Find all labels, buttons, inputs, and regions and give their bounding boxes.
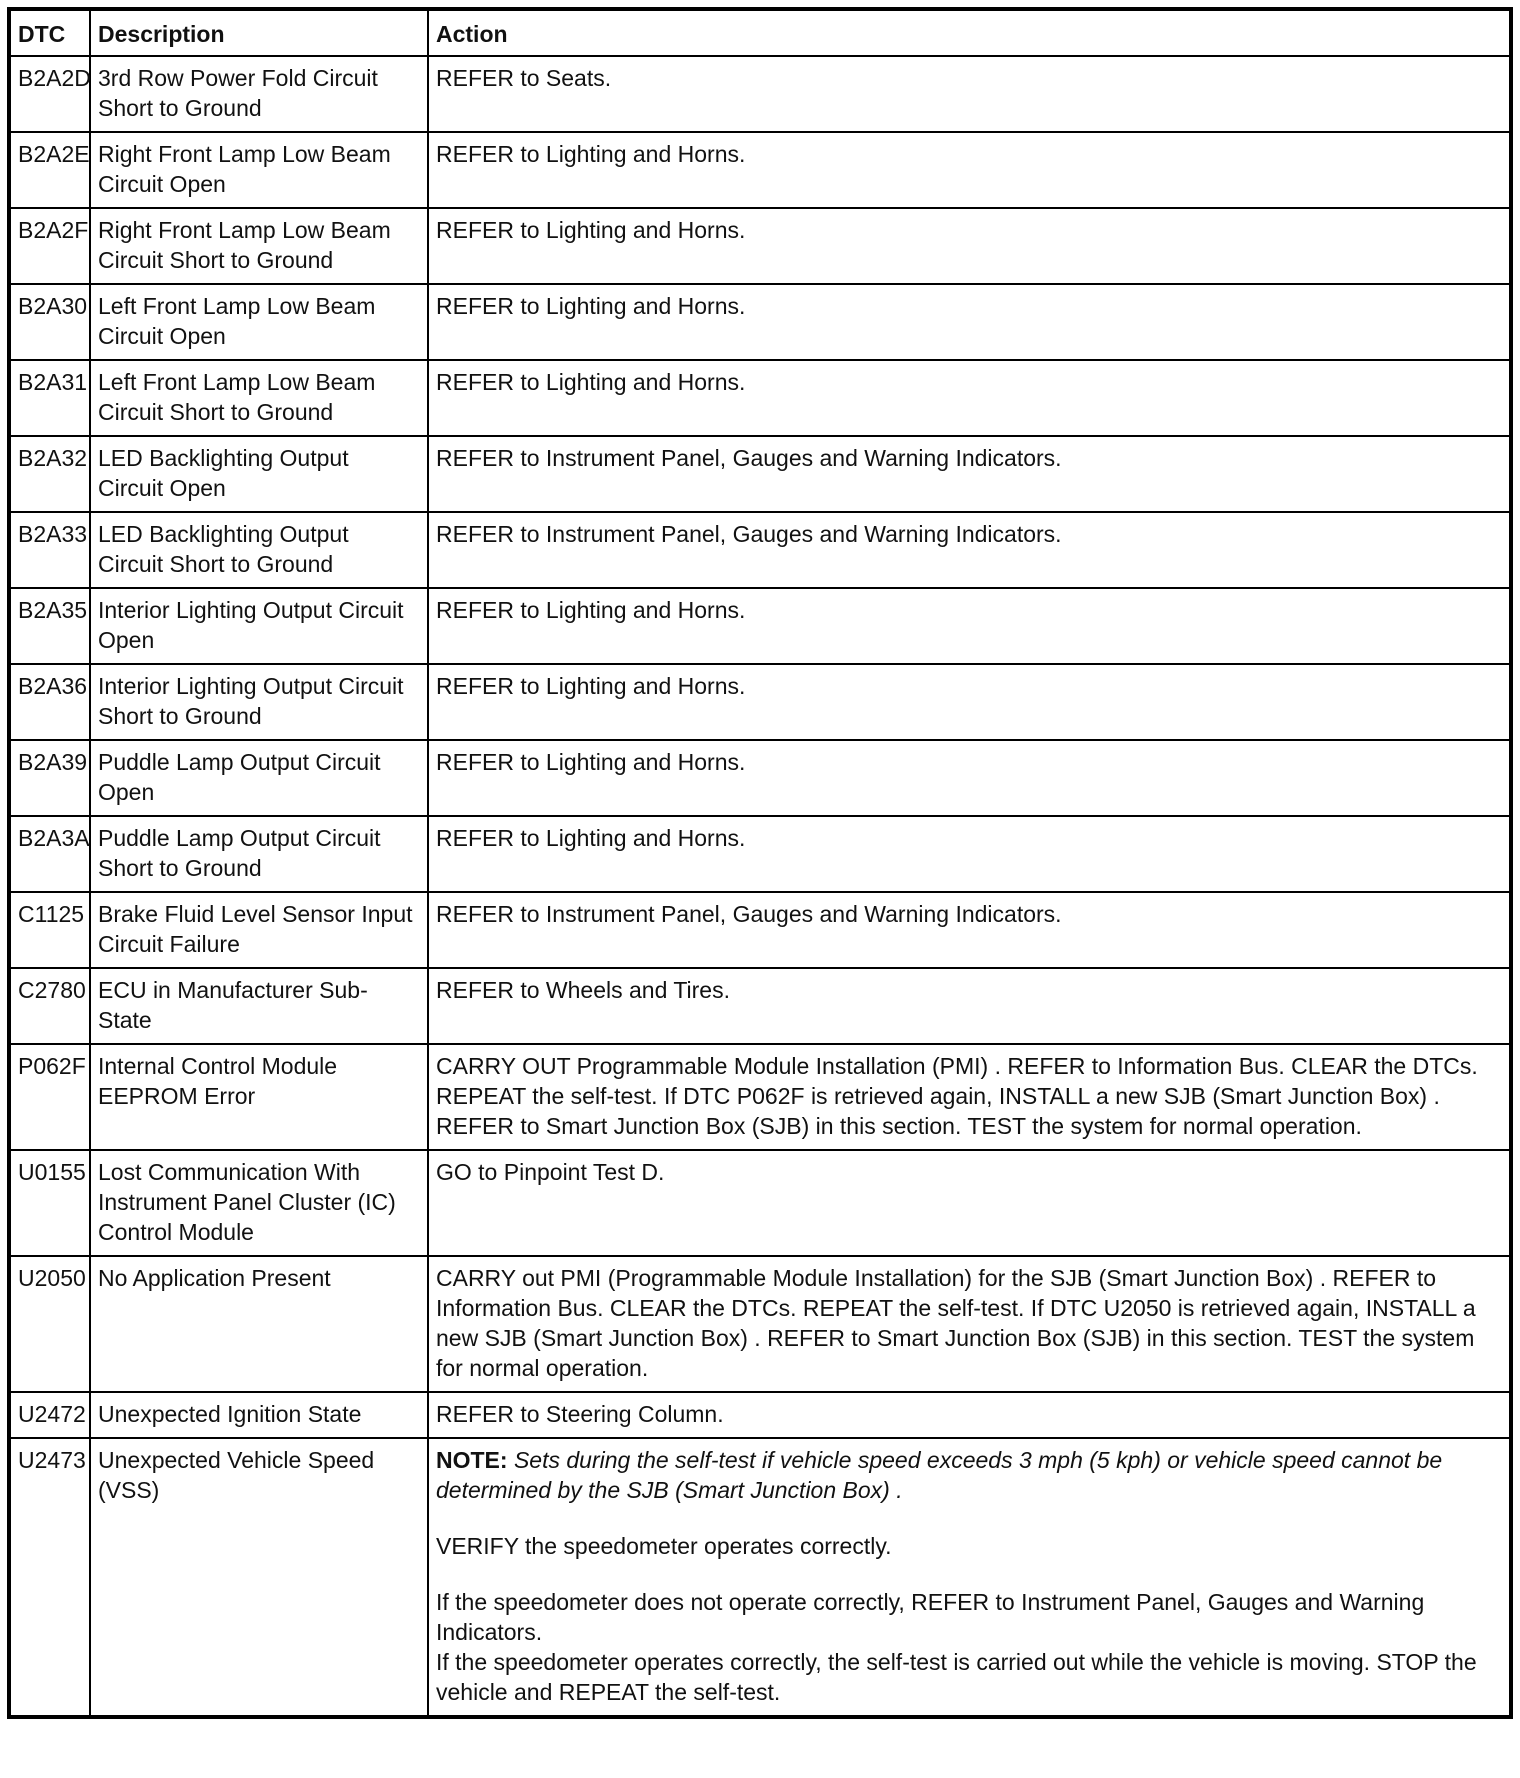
table-row [9, 132, 1511, 208]
note [436, 1445, 1502, 1505]
dtc-action: REFER to Instrument Panel, Gauges and Warning Indicators. [428, 436, 1511, 512]
table-row [9, 816, 1511, 892]
dtc-description: Right Front Lamp Low Beam Circuit Short to Ground [90, 208, 428, 284]
dtc-action: REFER to Lighting and Horns. [428, 208, 1511, 284]
dtc-description: ECU in Manufacturer Sub-State [90, 968, 428, 1044]
note-label: NOTE: [436, 1447, 508, 1473]
dtc-action: REFER to Lighting and Horns. [428, 132, 1511, 208]
dtc-description: Left Front Lamp Low Beam Circuit Short to Ground [90, 360, 428, 436]
dtc-code: U2473 [9, 1438, 90, 1717]
table-row [9, 740, 1511, 816]
dtc-code: C2780 [9, 968, 90, 1044]
table-row [9, 664, 1511, 740]
dtc-description: Puddle Lamp Output Circuit Open [90, 740, 428, 816]
dtc-description: Puddle Lamp Output Circuit Short to Ground [90, 816, 428, 892]
dtc-description: 3rd Row Power Fold Circuit Short to Ground [90, 56, 428, 132]
dtc-code: B2A3A [9, 816, 90, 892]
table-row [9, 56, 1511, 132]
dtc-code: U0155 [9, 1150, 90, 1256]
dtc-code: U2472 [9, 1392, 90, 1438]
dtc-code: B2A30 [9, 284, 90, 360]
dtc-action: CARRY OUT Programmable Module Installation (PMI) . REFER to Information Bus. CLEAR the DTCs. REPEAT the self-test. If DTC P062F is retrieved again, INSTALL a new SJB (Smart Junction Box) . REFER to Smart Junction Box (SJB) in this section. TEST the system for normal operation. [428, 1044, 1511, 1150]
dtc-description: Interior Lighting Output Circuit Short to Ground [90, 664, 428, 740]
dtc-table [7, 7, 1513, 1719]
dtc-code: C1125 [9, 892, 90, 968]
dtc-description: Right Front Lamp Low Beam Circuit Open [90, 132, 428, 208]
action-paragraph: If the speedometer operates correctly, the self-test is carried out while the vehicle is moving. STOP the vehicle and REPEAT the self-test. [436, 1649, 1477, 1705]
dtc-description: Left Front Lamp Low Beam Circuit Open [90, 284, 428, 360]
dtc-action: REFER to Instrument Panel, Gauges and Warning Indicators. [428, 892, 1511, 968]
dtc-action: REFER to Lighting and Horns. [428, 588, 1511, 664]
dtc-action: REFER to Instrument Panel, Gauges and Warning Indicators. [428, 512, 1511, 588]
note-text: Sets during the self-test if vehicle speed exceeds 3 mph (5 kph) or vehicle speed cannot be determined by the SJB (Smart Junction Box) . [436, 1447, 1443, 1503]
dtc-description: Unexpected Ignition State [90, 1392, 428, 1438]
dtc-description: LED Backlighting Output Circuit Open [90, 436, 428, 512]
dtc-description: Interior Lighting Output Circuit Open [90, 588, 428, 664]
dtc-action: REFER to Wheels and Tires. [428, 968, 1511, 1044]
table-row [9, 892, 1511, 968]
table-row [9, 588, 1511, 664]
dtc-code: B2A35 [9, 588, 90, 664]
dtc-description: Lost Communication With Instrument Panel Cluster (IC) Control Module [90, 1150, 428, 1256]
header-dtc: DTC [9, 9, 90, 56]
table-row [9, 436, 1511, 512]
dtc-description: Internal Control Module EEPROM Error [90, 1044, 428, 1150]
dtc-code: B2A36 [9, 664, 90, 740]
dtc-code: B2A33 [9, 512, 90, 588]
dtc-action: REFER to Lighting and Horns. [428, 816, 1511, 892]
table-header-row [9, 9, 1511, 56]
dtc-action: REFER to Steering Column. [428, 1392, 1511, 1438]
dtc-code: B2A2F [9, 208, 90, 284]
dtc-action: REFER to Seats. [428, 56, 1511, 132]
dtc-description: Brake Fluid Level Sensor Input Circuit Failure [90, 892, 428, 968]
table-row [9, 208, 1511, 284]
dtc-description: LED Backlighting Output Circuit Short to Ground [90, 512, 428, 588]
dtc-code: B2A2D [9, 56, 90, 132]
action-paragraph: VERIFY the speedometer operates correctly. [436, 1533, 892, 1559]
table-row [9, 1256, 1511, 1392]
dtc-action: GO to Pinpoint Test D. [428, 1150, 1511, 1256]
action-paragraph: If the speedometer does not operate correctly, REFER to Instrument Panel, Gauges and Warning Indicators. [436, 1589, 1425, 1645]
dtc-action: REFER to Lighting and Horns. [428, 360, 1511, 436]
dtc-code: P062F [9, 1044, 90, 1150]
dtc-code: B2A39 [9, 740, 90, 816]
table-row [9, 512, 1511, 588]
dtc-action [428, 1438, 1511, 1717]
dtc-code: B2A31 [9, 360, 90, 436]
dtc-action: CARRY out PMI (Programmable Module Installation) for the SJB (Smart Junction Box) . REFER to Information Bus. CLEAR the DTCs. REPEAT the self-test. If DTC U2050 is retrieved again, INSTALL a new SJB (Smart Junction Box) . REFER to Smart Junction Box (SJB) in this section. TEST the system for normal operation. [428, 1256, 1511, 1392]
table-row [9, 284, 1511, 360]
dtc-code: B2A32 [9, 436, 90, 512]
table-row [9, 968, 1511, 1044]
header-action: Action [428, 9, 1511, 56]
header-description: Description [90, 9, 428, 56]
table-row [9, 1044, 1511, 1150]
table-row [9, 1438, 1511, 1717]
dtc-code: B2A2E [9, 132, 90, 208]
dtc-action: REFER to Lighting and Horns. [428, 284, 1511, 360]
dtc-description: Unexpected Vehicle Speed (VSS) [90, 1438, 428, 1717]
dtc-action: REFER to Lighting and Horns. [428, 740, 1511, 816]
dtc-action: REFER to Lighting and Horns. [428, 664, 1511, 740]
table-row [9, 1150, 1511, 1256]
dtc-code: U2050 [9, 1256, 90, 1392]
dtc-description: No Application Present [90, 1256, 428, 1392]
table-row [9, 1392, 1511, 1438]
table-row [9, 360, 1511, 436]
